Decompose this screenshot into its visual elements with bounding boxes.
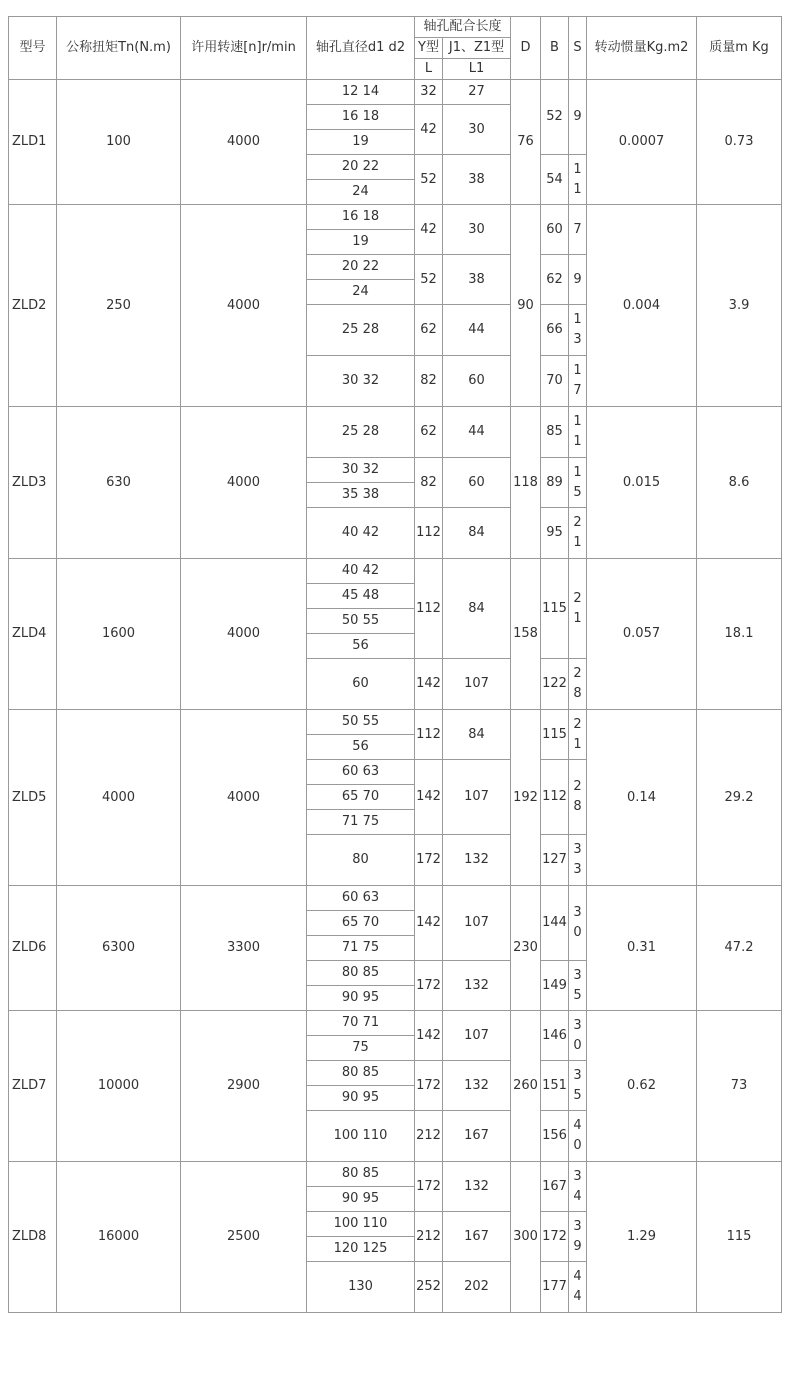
length-l-cell: 142 [415, 1011, 443, 1061]
bore-cell: 90 95 [307, 986, 415, 1011]
model-cell: ZLD7 [9, 1011, 57, 1162]
header-row-1 [9, 17, 782, 38]
s-cell: 9 [569, 255, 587, 305]
torque-cell: 4000 [57, 710, 181, 886]
inertia-cell: 0.14 [587, 710, 697, 886]
model-cell: ZLD8 [9, 1162, 57, 1313]
b-cell: 144 [541, 886, 569, 961]
length-l-cell: 112 [415, 710, 443, 760]
bore-cell: 80 85 [307, 961, 415, 986]
header-torque: 公称扭矩Tn(N.m) [57, 17, 181, 80]
b-cell: 89 [541, 458, 569, 508]
s-cell: 7 [569, 205, 587, 255]
length-l1-cell: 60 [443, 356, 511, 407]
bore-cell: 56 [307, 735, 415, 760]
torque-cell: 16000 [57, 1162, 181, 1313]
s-cell: 44 [569, 1262, 587, 1313]
bore-cell: 20 22 [307, 255, 415, 280]
length-l1-cell: 38 [443, 255, 511, 305]
s-cell: 21 [569, 710, 587, 760]
inertia-cell: 1.29 [587, 1162, 697, 1313]
length-l-cell: 172 [415, 1162, 443, 1212]
length-l-cell: 112 [415, 508, 443, 559]
d-cell: 76 [511, 80, 541, 205]
s-cell: 35 [569, 1061, 587, 1111]
bore-cell: 60 [307, 659, 415, 710]
bore-cell: 35 38 [307, 483, 415, 508]
bore-cell: 71 75 [307, 810, 415, 835]
inertia-cell: 0.62 [587, 1011, 697, 1162]
length-l-cell: 32 [415, 80, 443, 105]
b-cell: 127 [541, 835, 569, 886]
bore-cell: 65 70 [307, 911, 415, 936]
length-l-cell: 172 [415, 835, 443, 886]
bore-cell: 60 63 [307, 886, 415, 911]
table-row [9, 1011, 782, 1036]
bore-cell: 19 [307, 230, 415, 255]
length-l1-cell: 107 [443, 886, 511, 961]
bore-cell: 16 18 [307, 205, 415, 230]
length-l-cell: 172 [415, 961, 443, 1011]
header-y-type: Y型 [415, 38, 443, 59]
speed-cell: 4000 [181, 559, 307, 710]
length-l1-cell: 30 [443, 205, 511, 255]
inertia-cell: 0.0007 [587, 80, 697, 205]
b-cell: 149 [541, 961, 569, 1011]
b-cell: 177 [541, 1262, 569, 1313]
d-cell: 118 [511, 407, 541, 559]
length-l1-cell: 84 [443, 559, 511, 659]
b-cell: 146 [541, 1011, 569, 1061]
length-l-cell: 142 [415, 760, 443, 835]
length-l1-cell: 167 [443, 1111, 511, 1162]
b-cell: 167 [541, 1162, 569, 1212]
table-row [9, 407, 782, 458]
b-cell: 54 [541, 155, 569, 205]
bore-cell: 24 [307, 280, 415, 305]
b-cell: 115 [541, 710, 569, 760]
length-l1-cell: 107 [443, 1011, 511, 1061]
length-l-cell: 42 [415, 105, 443, 155]
length-l-cell: 62 [415, 407, 443, 458]
s-cell: 28 [569, 760, 587, 835]
s-cell: 39 [569, 1212, 587, 1262]
bore-cell: 56 [307, 634, 415, 659]
bore-cell: 70 71 [307, 1011, 415, 1036]
length-l-cell: 82 [415, 356, 443, 407]
bore-cell: 24 [307, 180, 415, 205]
bore-cell: 12 14 [307, 80, 415, 105]
b-cell: 112 [541, 760, 569, 835]
b-cell: 52 [541, 80, 569, 155]
speed-cell: 2500 [181, 1162, 307, 1313]
table-row [9, 886, 782, 911]
s-cell: 9 [569, 80, 587, 155]
torque-cell: 10000 [57, 1011, 181, 1162]
table-row [9, 205, 782, 230]
length-l1-cell: 44 [443, 407, 511, 458]
length-l-cell: 212 [415, 1111, 443, 1162]
length-l1-cell: 38 [443, 155, 511, 205]
bore-cell: 120 125 [307, 1237, 415, 1262]
bore-cell: 75 [307, 1036, 415, 1061]
b-cell: 122 [541, 659, 569, 710]
header-j1z1-type: J1、Z1型 [443, 38, 511, 59]
length-l1-cell: 132 [443, 1061, 511, 1111]
coupling-spec-table [8, 16, 782, 1313]
length-l-cell: 142 [415, 886, 443, 961]
s-cell: 21 [569, 508, 587, 559]
s-cell: 30 [569, 886, 587, 961]
bore-cell: 40 42 [307, 508, 415, 559]
header-d: D [511, 17, 541, 80]
speed-cell: 3300 [181, 886, 307, 1011]
length-l-cell: 82 [415, 458, 443, 508]
model-cell: ZLD6 [9, 886, 57, 1011]
bore-cell: 130 [307, 1262, 415, 1313]
torque-cell: 1600 [57, 559, 181, 710]
length-l-cell: 42 [415, 205, 443, 255]
header-fit-length: 轴孔配合长度 [415, 17, 511, 38]
torque-cell: 6300 [57, 886, 181, 1011]
d-cell: 90 [511, 205, 541, 407]
length-l-cell: 52 [415, 155, 443, 205]
d-cell: 260 [511, 1011, 541, 1162]
length-l1-cell: 132 [443, 835, 511, 886]
s-cell: 17 [569, 356, 587, 407]
bore-cell: 90 95 [307, 1086, 415, 1111]
table-body [9, 80, 782, 1313]
bore-cell: 65 70 [307, 785, 415, 810]
table-row [9, 559, 782, 584]
header-model: 型号 [9, 17, 57, 80]
length-l1-cell: 84 [443, 710, 511, 760]
table-row [9, 80, 782, 105]
b-cell: 60 [541, 205, 569, 255]
d-cell: 192 [511, 710, 541, 886]
bore-cell: 80 85 [307, 1162, 415, 1187]
d-cell: 230 [511, 886, 541, 1011]
b-cell: 156 [541, 1111, 569, 1162]
header-s: S [569, 17, 587, 80]
b-cell: 62 [541, 255, 569, 305]
model-cell: ZLD4 [9, 559, 57, 710]
length-l-cell: 52 [415, 255, 443, 305]
torque-cell: 630 [57, 407, 181, 559]
bore-cell: 100 110 [307, 1111, 415, 1162]
b-cell: 151 [541, 1061, 569, 1111]
s-cell: 35 [569, 961, 587, 1011]
mass-cell: 73 [697, 1011, 782, 1162]
model-cell: ZLD3 [9, 407, 57, 559]
bore-cell: 60 63 [307, 760, 415, 785]
s-cell: 33 [569, 835, 587, 886]
length-l1-cell: 132 [443, 1162, 511, 1212]
bore-cell: 19 [307, 130, 415, 155]
s-cell: 15 [569, 458, 587, 508]
bore-cell: 71 75 [307, 936, 415, 961]
bore-cell: 80 [307, 835, 415, 886]
length-l-cell: 112 [415, 559, 443, 659]
speed-cell: 2900 [181, 1011, 307, 1162]
mass-cell: 8.6 [697, 407, 782, 559]
length-l1-cell: 202 [443, 1262, 511, 1313]
bore-cell: 90 95 [307, 1187, 415, 1212]
speed-cell: 4000 [181, 80, 307, 205]
inertia-cell: 0.004 [587, 205, 697, 407]
length-l1-cell: 44 [443, 305, 511, 356]
bore-cell: 30 32 [307, 356, 415, 407]
s-cell: 34 [569, 1162, 587, 1212]
length-l-cell: 212 [415, 1212, 443, 1262]
model-cell: ZLD1 [9, 80, 57, 205]
torque-cell: 100 [57, 80, 181, 205]
inertia-cell: 0.057 [587, 559, 697, 710]
bore-cell: 50 55 [307, 609, 415, 634]
b-cell: 85 [541, 407, 569, 458]
mass-cell: 29.2 [697, 710, 782, 886]
inertia-cell: 0.31 [587, 886, 697, 1011]
mass-cell: 0.73 [697, 80, 782, 205]
bore-cell: 30 32 [307, 458, 415, 483]
b-cell: 95 [541, 508, 569, 559]
s-cell: 11 [569, 407, 587, 458]
speed-cell: 4000 [181, 407, 307, 559]
header-b: B [541, 17, 569, 80]
b-cell: 66 [541, 305, 569, 356]
inertia-cell: 0.015 [587, 407, 697, 559]
bore-cell: 25 28 [307, 407, 415, 458]
length-l1-cell: 30 [443, 105, 511, 155]
length-l1-cell: 107 [443, 659, 511, 710]
length-l1-cell: 107 [443, 760, 511, 835]
d-cell: 300 [511, 1162, 541, 1313]
table-row [9, 710, 782, 735]
bore-cell: 45 48 [307, 584, 415, 609]
s-cell: 11 [569, 155, 587, 205]
length-l-cell: 252 [415, 1262, 443, 1313]
bore-cell: 25 28 [307, 305, 415, 356]
length-l1-cell: 167 [443, 1212, 511, 1262]
length-l-cell: 142 [415, 659, 443, 710]
header-bore: 轴孔直径d1 d2 [307, 17, 415, 80]
length-l1-cell: 27 [443, 80, 511, 105]
bore-cell: 16 18 [307, 105, 415, 130]
bore-cell: 100 110 [307, 1212, 415, 1237]
header-l: L [415, 59, 443, 80]
length-l-cell: 62 [415, 305, 443, 356]
s-cell: 21 [569, 559, 587, 659]
length-l1-cell: 84 [443, 508, 511, 559]
s-cell: 40 [569, 1111, 587, 1162]
bore-cell: 40 42 [307, 559, 415, 584]
table-header [9, 17, 782, 80]
header-mass: 质量m Kg [697, 17, 782, 80]
b-cell: 115 [541, 559, 569, 659]
mass-cell: 18.1 [697, 559, 782, 710]
document-page [8, 16, 782, 1313]
length-l1-cell: 132 [443, 961, 511, 1011]
s-cell: 13 [569, 305, 587, 356]
length-l-cell: 172 [415, 1061, 443, 1111]
header-inertia: 转动惯量Kg.m2 [587, 17, 697, 80]
speed-cell: 4000 [181, 205, 307, 407]
s-cell: 28 [569, 659, 587, 710]
model-cell: ZLD5 [9, 710, 57, 886]
model-cell: ZLD2 [9, 205, 57, 407]
bore-cell: 80 85 [307, 1061, 415, 1086]
speed-cell: 4000 [181, 710, 307, 886]
b-cell: 172 [541, 1212, 569, 1262]
b-cell: 70 [541, 356, 569, 407]
s-cell: 30 [569, 1011, 587, 1061]
table-row [9, 1162, 782, 1187]
mass-cell: 115 [697, 1162, 782, 1313]
mass-cell: 3.9 [697, 205, 782, 407]
bore-cell: 20 22 [307, 155, 415, 180]
length-l1-cell: 60 [443, 458, 511, 508]
header-l1: L1 [443, 59, 511, 80]
header-speed: 许用转速[n]r/min [181, 17, 307, 80]
d-cell: 158 [511, 559, 541, 710]
mass-cell: 47.2 [697, 886, 782, 1011]
bore-cell: 50 55 [307, 710, 415, 735]
torque-cell: 250 [57, 205, 181, 407]
